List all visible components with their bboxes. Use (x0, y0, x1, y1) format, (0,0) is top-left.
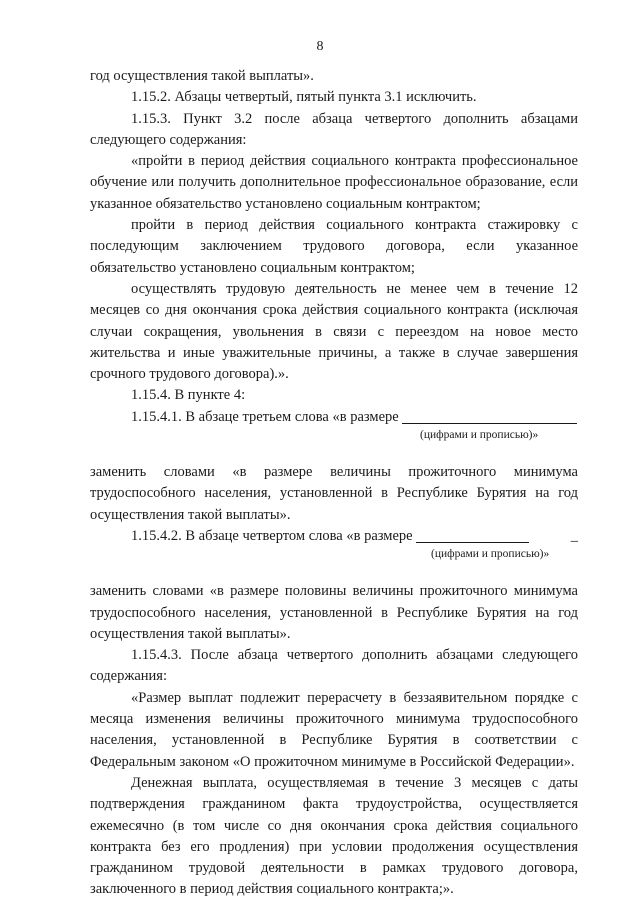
paragraph-quote-internship: пройти в период действия социального контракта стажировку с последующим заключением трудового договора, если указанное обязательство установлено социальным контрактом; (90, 217, 578, 276)
paragraph-quote-recalculation: «Размер выплат подлежит перерасчету в беззаявительном порядке с месяца изменения величины прожиточного минимума трудоспособного населения, установленной в Республике Бурятия в соответствии с Федеральным законом «О прожиточном минимуме в Российской Федерации». (90, 689, 578, 770)
fill-in-blank-tail: _ (570, 527, 578, 544)
paragraph-replace-1: заменить словами «в размере величины прожиточного минимума трудоспособного населения, установленной в Республике Бурятия на год осуществления такой выплаты». (90, 464, 578, 523)
paragraph-quote-employment: осуществлять трудовую деятельность не менее чем в течение 12 месяцев со дня окончания срока действия социального контракта (исключая случаи сокращения, увольнения в связи с переездом на новое место жительства и иные уважительные причины, а также в случае завершения срочного трудового договора).». (90, 280, 578, 383)
blank-hint-row (90, 428, 578, 462)
paragraph-1-15-4-3: 1.15.4.3. После абзаца четвертого дополнить абзацами следующего содержания: (90, 647, 578, 685)
document-body (90, 66, 578, 901)
fill-in-blank-line (402, 422, 577, 424)
paragraph-1-15-2: 1.15.2. Абзацы четвертый, пятый пункта 3.1 исключить. (131, 89, 477, 106)
paragraph-1-15-4-1 (90, 407, 578, 428)
paragraph-1-15-4: 1.15.4. В пункте 4: (131, 387, 246, 404)
paragraph-1-15-4-1-text: 1.15.4.1. В абзаце третьем слова «в размере (131, 408, 399, 425)
blank-hint: (цифрами и прописью)» (420, 429, 539, 442)
paragraph-continuation: год осуществления такой выплаты». (90, 68, 314, 84)
paragraph-quote-training: «пройти в период действия социального контракта профессиональное обучение или получить дополнительное профессиональное образование, если указанное обязательство установлено социальным контрактом; (90, 153, 578, 212)
blank-hint: (цифрами и прописью)» (431, 548, 550, 561)
paragraph-1-15-3: 1.15.3. Пункт 3.2 после абзаца четвертого дополнить абзацами следующего содержания: (90, 110, 578, 148)
paragraph-1-15-4-2 (90, 526, 578, 547)
paragraph-1-15-4-2-text: 1.15.4.2. В абзаце четвертом слова «в размере (131, 527, 413, 544)
paragraph-replace-2: заменить словами «в размере половины величины прожиточного минимума трудоспособного населения, установленной в Республике Бурятия на год осуществления такой выплаты». (90, 583, 578, 642)
page-number: 8 (316, 39, 324, 54)
paragraph-quote-payment: Денежная выплата, осуществляемая в течение 3 месяцев с даты подтверждения гражданином факта трудоустройства, осуществляется ежемесячно (в том числе со дня окончания срока действия социального контракта без его продления) при условии продолжения осуществления гражданином трудовой деятельности в рамках трудового договора, заключенного в период действия социального контракта;». (90, 774, 578, 898)
fill-in-blank-line (416, 541, 529, 543)
blank-hint-row (90, 547, 578, 581)
